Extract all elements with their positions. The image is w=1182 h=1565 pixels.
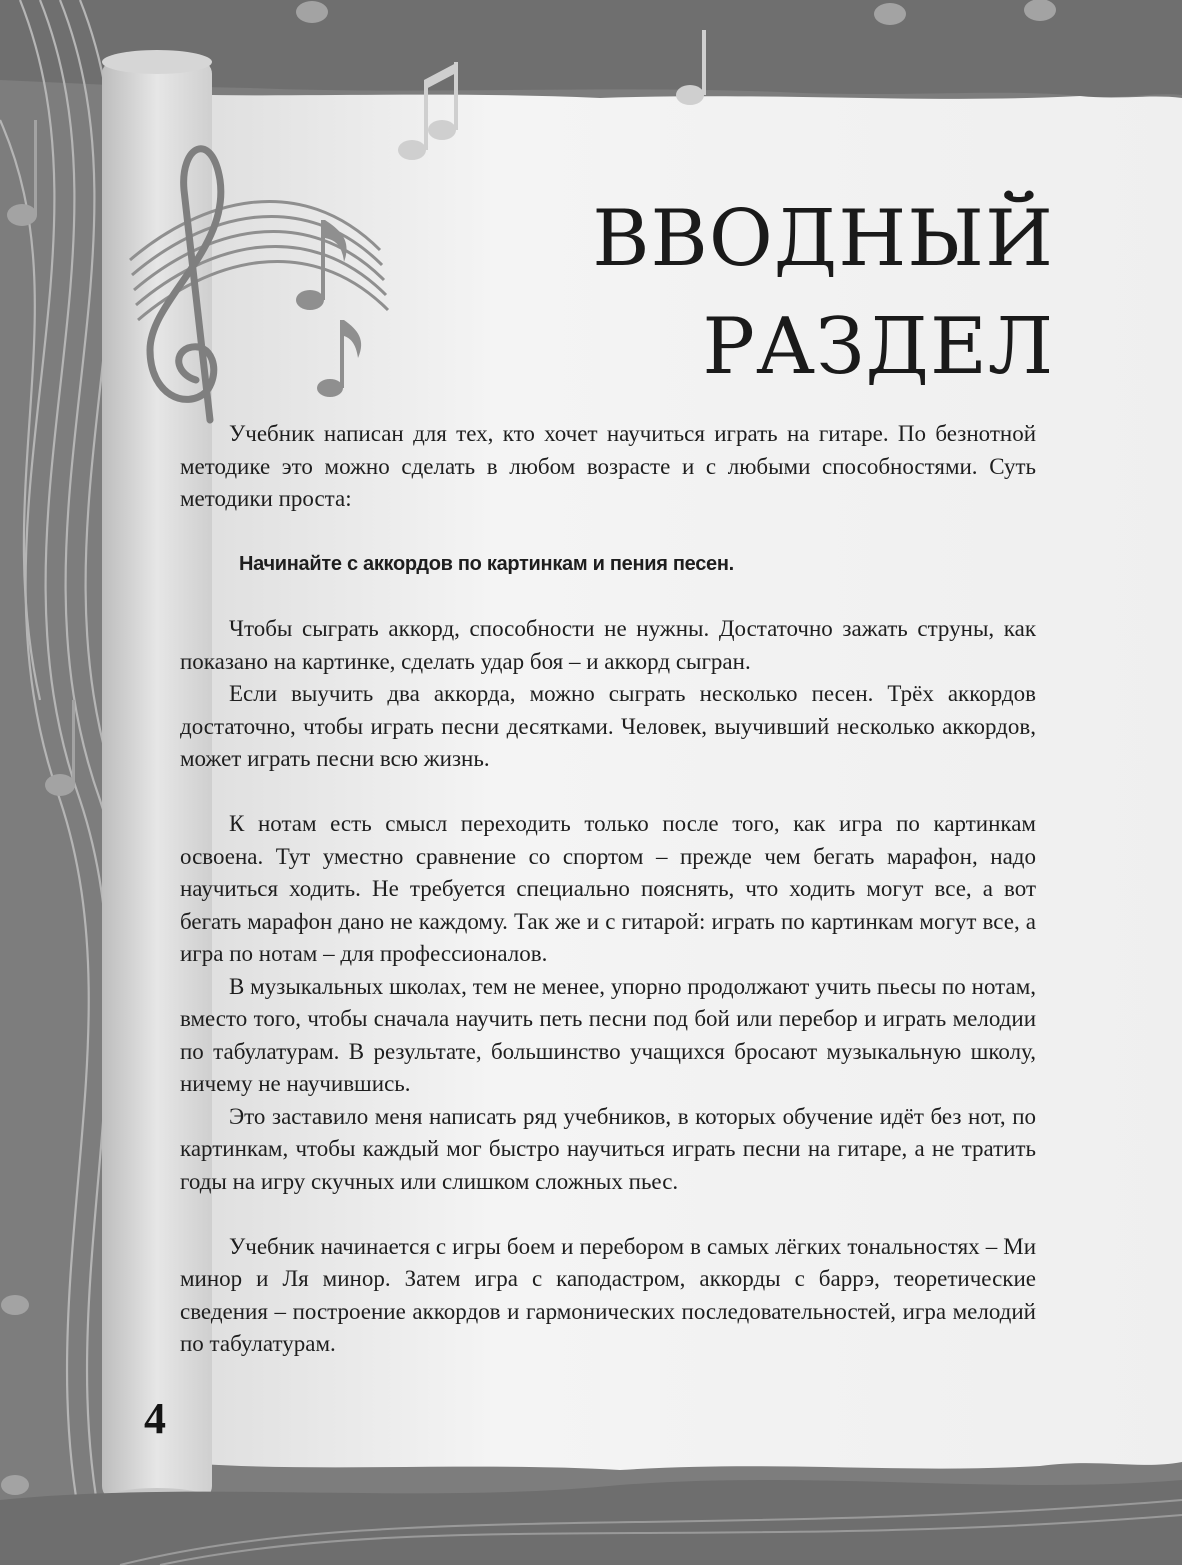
paragraph: Это заставило меня написать ряд учебников, в которых обучение идёт без нот, по картинкам, чтобы каждый мог быстро научиться играть песни на гитаре, а не тратить годы на игру скучных или слишком сложных пьес. [180,1103,1036,1194]
paragraph: Учебник начинается с игры боем и перебором в самых лёгких тональностях – Ми минор и Ля минор. Затем игра с каподастром, аккорды с баррэ, теоретические сведения – построение аккордов и гармонических последовательностей, игра мелодий по табулатурам. [180,1233,1036,1356]
page-title-line-2: РАЗДЕЛ [702,302,1054,392]
page-number: 4 [144,1394,166,1443]
paragraph: В музыкальных школах, тем не менее, упорно продолжают учить пьесы по нотам, вместо того, чтобы сначала научить петь песни под бой или перебор и играть мелодии по табулатурам. В результате, большинство учащихся бросают музыкальную школу, ничему не научившись. [180,973,1036,1096]
paragraph: К нотам есть смысл переходить только после того, как игра по картинкам освоена. Тут уместно сравнение со спортом – прежде чем бегать марафон, надо научиться ходить. Не требуется специально пояснять, что ходить могут все, а вот бегать марафон дано не каждому. Так же и с гитарой: играть по картинкам могут все, а игра по нотам – для профессионалов. [180,811,1036,966]
page-title-line-1: ВВОДНЫЙ [592,194,1054,284]
paragraph: Если выучить два аккорда, можно сыграть несколько песен. Трёх аккордов достаточно, чтобы играть песни десятками. Человек, выучивший несколько аккордов, может играть песни всю жизнь. [180,681,1036,771]
highlighted-principle: Начинайте с аккордов по картинкам и пения песен. [239,553,734,575]
page-title [592,185,1054,401]
paragraph: Чтобы сыграть аккорд, способности не нужны. Достаточно зажать струны, как показано на картинке, сделать удар боя – и аккорд сыгран. [180,616,1036,674]
paragraph-intro: Учебник написан для тех, кто хочет научиться играть на гитаре. По безнотной методике это можно сделать в любом возрасте и с любыми способностями. Суть методики проста: [180,421,1036,511]
body-text [180,418,1036,1361]
